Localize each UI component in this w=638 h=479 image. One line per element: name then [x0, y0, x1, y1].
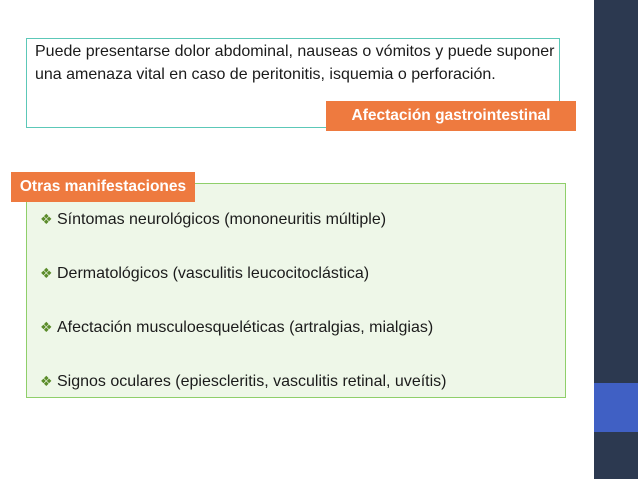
diamond-bullet-icon: ❖	[40, 211, 53, 227]
list-item	[40, 370, 570, 393]
list-item	[40, 316, 570, 339]
list-item-text: Dermatológicos (vasculitis leucocitoclástica)	[57, 264, 370, 282]
diamond-bullet-icon: ❖	[40, 319, 53, 335]
gastrointestinal-tag: Afectación gastrointestinal	[326, 101, 576, 131]
other-manifestations-tag: Otras manifestaciones	[11, 172, 195, 202]
list-item	[40, 208, 570, 231]
list-item	[40, 262, 570, 285]
manifestations-list	[40, 208, 570, 424]
list-item-text: Signos oculares (epiescleritis, vasculitis retinal, uveítis)	[57, 372, 447, 390]
diamond-bullet-icon: ❖	[40, 265, 53, 281]
list-item-text: Síntomas neurológicos (mononeuritis múltiple)	[57, 210, 387, 228]
list-item-text: Afectación musculoesqueléticas (artralgias, mialgias)	[57, 318, 434, 336]
intro-text: Puede presentarse dolor abdominal, nauseas o vómitos y puede suponer una amenaza vital en caso de peritonitis, isquemia o perforación.	[35, 43, 555, 83]
sidebar-highlight-block	[594, 383, 638, 432]
diamond-bullet-icon: ❖	[40, 373, 53, 389]
